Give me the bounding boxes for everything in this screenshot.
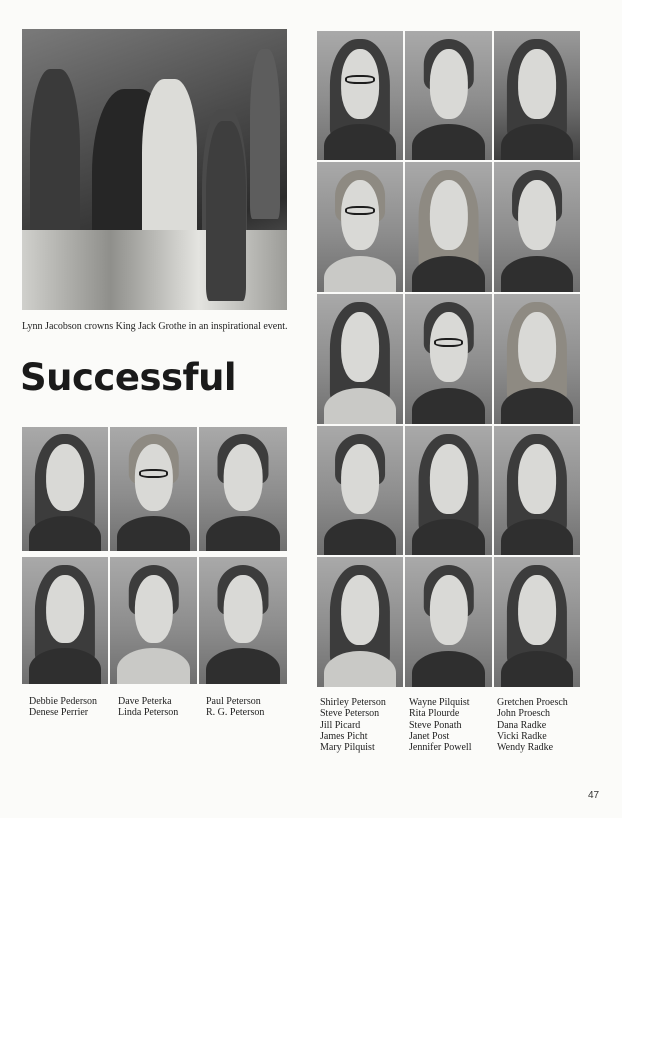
page-number: 47 <box>588 790 600 801</box>
student-name: Paul Peterson <box>206 696 261 707</box>
student-name: Wendy Radke <box>497 742 554 754</box>
student-name: Denese Perrier <box>29 707 89 719</box>
student-name: Wayne Pilquist <box>409 697 470 708</box>
portrait-photo <box>405 557 492 687</box>
student-name: Dave Peterka <box>118 696 172 707</box>
portrait-photo <box>494 294 580 424</box>
student-name: James Picht <box>320 730 368 742</box>
student-name: John Proesch <box>497 708 551 720</box>
portrait-photo <box>317 31 403 160</box>
portrait-photo <box>110 427 197 551</box>
student-name: R. G. Peterson <box>206 707 265 719</box>
portrait-photo <box>199 427 287 551</box>
portrait-photo <box>494 426 580 555</box>
student-name: Debbie Pederson <box>29 696 98 707</box>
student-name: Gretchen Proesch <box>497 697 568 708</box>
portrait-photo <box>405 162 492 292</box>
portrait-photo <box>494 162 580 292</box>
student-name: Mary Pilquist <box>320 742 375 754</box>
student-name: Dana Radke <box>497 719 547 731</box>
student-name: Steve Peterson <box>320 708 380 720</box>
portrait-photo <box>110 557 197 684</box>
portrait-photo <box>317 557 403 687</box>
name-column <box>497 697 568 753</box>
student-name: Jennifer Powell <box>409 742 472 754</box>
page-heading: Successful <box>20 356 237 399</box>
student-name: Rita Plourde <box>409 708 460 720</box>
portrait-photo <box>405 294 492 424</box>
student-name: Janet Post <box>409 730 450 742</box>
portrait-photo <box>317 294 403 424</box>
portrait-photo <box>405 31 492 160</box>
name-column <box>29 696 97 719</box>
student-name: Jill Picard <box>320 719 361 731</box>
portrait-photo <box>22 557 108 684</box>
student-name: Steve Ponath <box>409 719 462 731</box>
portrait-photo <box>317 426 403 555</box>
student-name: Shirley Peterson <box>320 697 386 708</box>
photo-caption: Lynn Jacobson crowns King Jack Grothe in an inspirational event. <box>22 321 288 332</box>
student-name: Vicki Radke <box>497 730 547 742</box>
portrait-photo <box>199 557 287 684</box>
name-column <box>320 697 386 753</box>
name-column <box>409 697 472 753</box>
student-name: Linda Peterson <box>118 707 179 719</box>
name-column <box>206 696 264 719</box>
name-column <box>118 696 178 719</box>
coronation-photo <box>22 29 287 310</box>
portrait-photo <box>22 427 108 551</box>
portrait-photo <box>405 426 492 555</box>
portrait-photo <box>494 557 580 687</box>
portrait-photo <box>317 162 403 292</box>
portrait-photo <box>494 31 580 160</box>
